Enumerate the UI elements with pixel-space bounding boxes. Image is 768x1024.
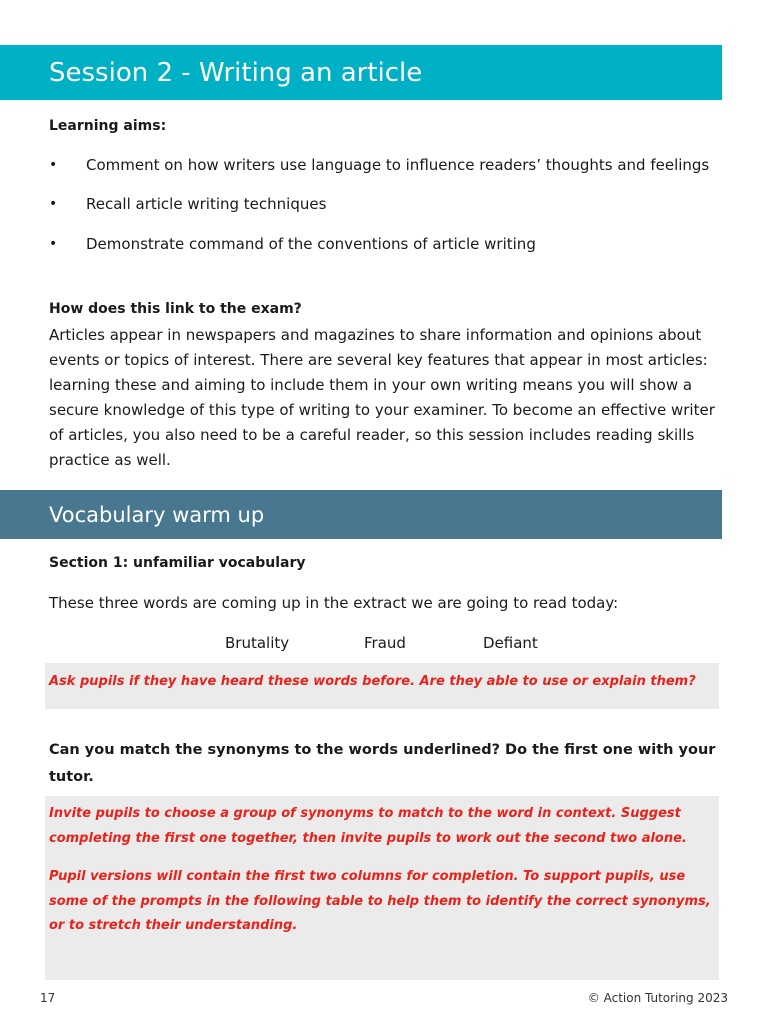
- tutor-note-box: [45, 663, 719, 709]
- list-item: • Recall article writing techniques: [49, 192, 719, 217]
- list-item: • Comment on how writers use language to influence readers’ thoughts and feelings: [49, 153, 719, 178]
- synonym-question: Can you match the synonyms to the words underlined? Do the first one with your tutor.: [49, 742, 716, 785]
- tutor-note-pupil-versions: Pupil versions will contain the first two columns for completion. To support pupils, use some of the prompts in the following table to help them to identify the correct synonyms, or to stretch their understanding.: [49, 869, 711, 933]
- session-title: Session 2 - Writing an article: [49, 57, 423, 88]
- exam-link-heading: How does this link to the exam?: [49, 301, 302, 317]
- learning-aims-heading: Learning aims:: [49, 118, 167, 134]
- page-number: 17: [40, 991, 56, 1005]
- vocab-banner: [0, 490, 722, 539]
- exam-link-body: Articles appear in newspapers and magazines to share information and opinions about events or topics of interest. There are several key features that appear in most articles: learning these and aiming to include them in your own writing means you will show a secure knowledge of this type of writing to your examiner. To become an effective writer of articles, you also need to be a careful reader, so this session includes reading skills practice as well.: [49, 326, 715, 469]
- section1-intro: These three words are coming up in the extract we are going to read today:: [49, 594, 619, 612]
- vocab-word-defiant: Defiant: [483, 634, 538, 652]
- tutor-note-synonyms: Invite pupils to choose a group of synonyms to match to the word in context. Suggest completing the first one together, then invite pupils to work out the second two alone.: [49, 806, 687, 846]
- session-banner: [0, 45, 722, 100]
- list-item: • Demonstrate command of the conventions of article writing: [49, 232, 719, 257]
- learning-aims-list: [49, 153, 719, 257]
- vocab-word-brutality: Brutality: [225, 634, 290, 652]
- vocab-word-fraud: Fraud: [364, 634, 406, 652]
- tutor-note-vocab: Ask pupils if they have heard these words before. Are they able to use or explain them?: [49, 674, 696, 689]
- tutor-note-box: [45, 796, 719, 980]
- copyright: © Action Tutoring 2023: [587, 991, 728, 1005]
- vocab-title: Vocabulary warm up: [49, 502, 265, 527]
- section1-heading: Section 1: unfamiliar vocabulary: [49, 555, 306, 571]
